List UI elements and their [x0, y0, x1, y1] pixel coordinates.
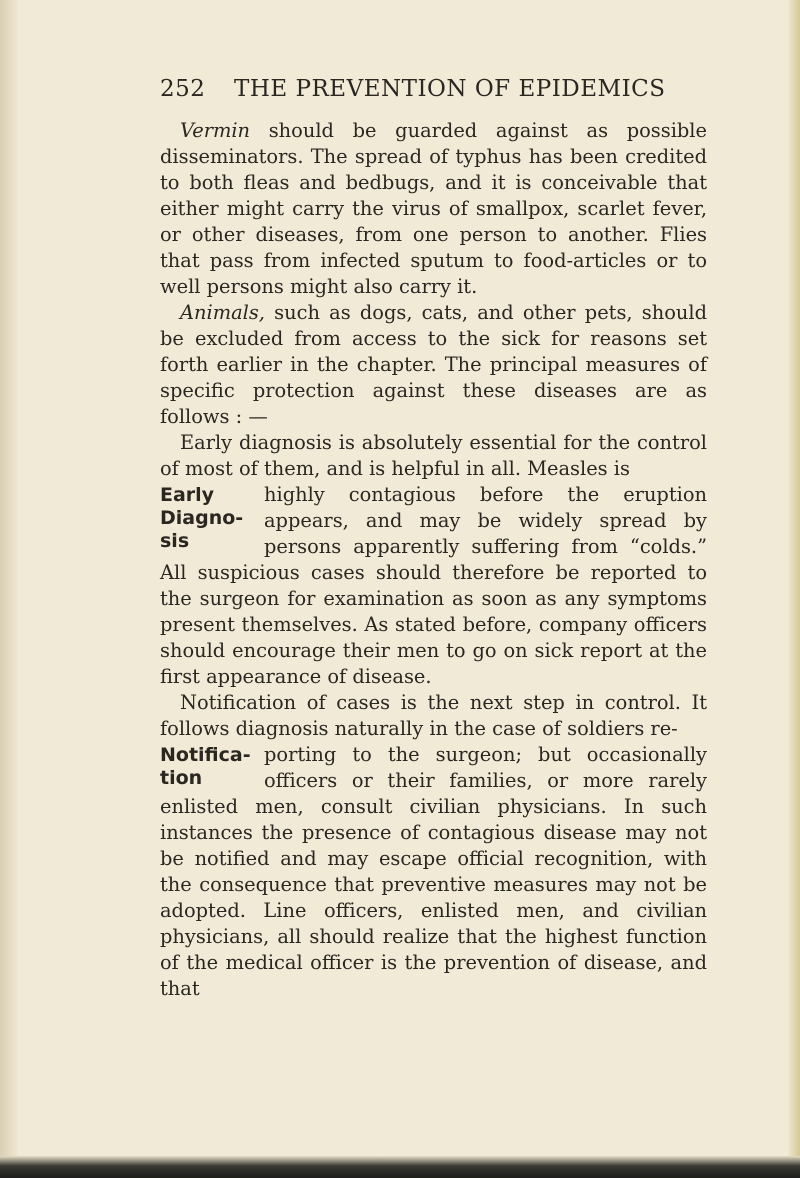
- page-header: [160, 76, 707, 102]
- paragraph-notification: porting to the surgeon; but occasionally officers or their families, or more rarely enlisted men, consult civilian physicians. In such instances the presence of contagious disease may not be notified and may escape official recognition, with the consequence that preventive measures may not be adopted. Line officers, enlisted men, and civilian physicians, all should realize that the highest function of the medical officer is the prevention of disease, and that: [160, 743, 707, 1000]
- book-spine-edge: [0, 0, 18, 1178]
- margin-note-early-diagnosis: Early Diagno-sis: [160, 484, 244, 552]
- paragraph-animals-text: such as dogs, cats, and other pets, should be excluded from access to the sick for reasons set forth earlier in the chapter. The principal measures of specific protection against these diseases are as follows : —: [160, 301, 707, 428]
- running-head: THE PREVENTION OF EPIDEMICS: [234, 76, 666, 102]
- paragraph-notification-lead: Notification of cases is the next step in control. It follows diagnosis naturally in the case of soldiers re-: [160, 691, 707, 740]
- margin-note-notification: Notifica-tion: [160, 744, 251, 789]
- paragraph-early-diagnosis-lead: Early diagnosis is absolutely essential for the control of most of them, and is helpful in all. Measles is: [160, 431, 707, 480]
- page-number: 252: [160, 76, 206, 102]
- book-page: [160, 76, 707, 1002]
- paragraph-early-diagnosis: highly contagious before the eruption appears, and may be widely spread by persons apparently suffering from “colds.” All suspicious cases should therefore be reported to the surgeon for examination as soon as any symptoms present themselves. As stated before, company officers should encourage their men to go on sick report at the first appearance of disease.: [160, 483, 707, 688]
- paragraph-animals: [160, 300, 707, 430]
- page-right-edge: [788, 0, 800, 1178]
- italic-term-vermin: Vermin: [180, 119, 251, 142]
- paragraph-vermin-text: should be guarded against as possible disseminators. The spread of typhus has been credited to both fleas and bedbugs, and it is conceivable that either might carry the virus of smallpox, scarlet fever, or other diseases, from one person to another. Flies that pass from infected sputum to food-articles or to well persons might also carry it.: [160, 119, 707, 298]
- italic-term-animals: Animals,: [180, 301, 265, 324]
- page-bottom-edge: [0, 1156, 800, 1178]
- paragraph-vermin: [160, 118, 707, 300]
